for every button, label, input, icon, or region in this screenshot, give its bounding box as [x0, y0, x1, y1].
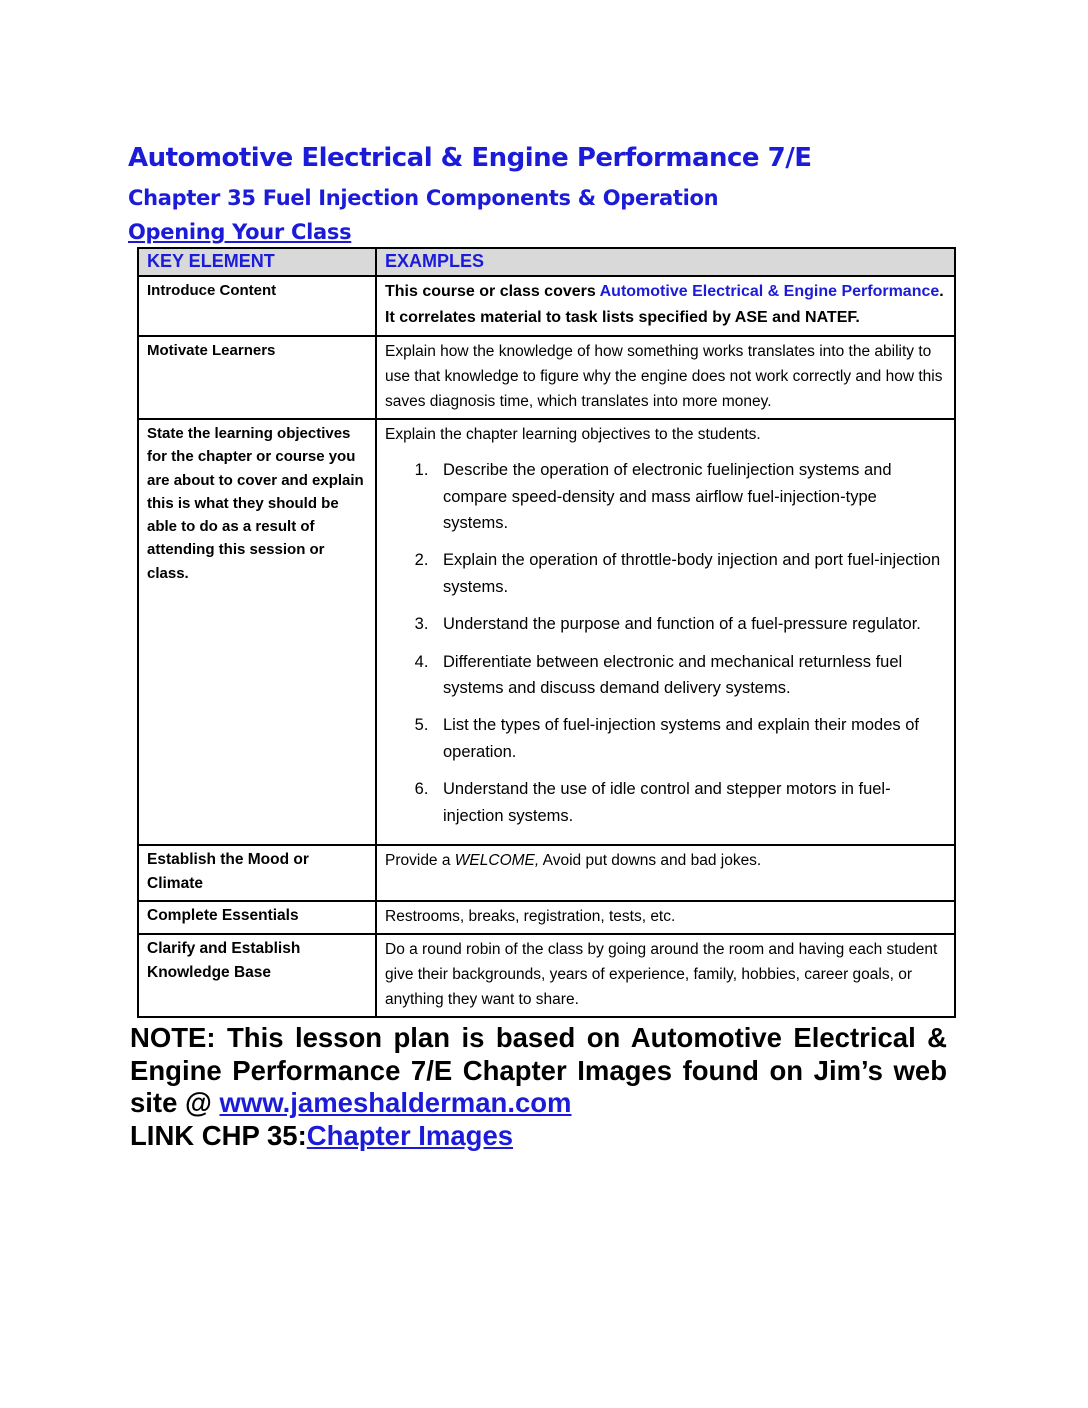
- example-introduce-content: [376, 276, 955, 336]
- objective-item-2: 2. Explain the operation of throttle-body injection and port fuel-injection systems.: [433, 547, 946, 600]
- table-header-row: [138, 248, 955, 276]
- example-learning-objectives: [376, 419, 955, 845]
- objective-item-5: 5. List the types of fuel-injection systems and explain their modes of operation.: [433, 712, 946, 765]
- note-paragraph: [130, 1022, 947, 1119]
- example-introduce-prefix: This course or class covers: [385, 283, 600, 300]
- example-mood-prefix: Provide a: [385, 851, 455, 869]
- chapter-link-line: [130, 1120, 947, 1152]
- table-row-motivate-learners: [138, 336, 955, 419]
- key-learning-objectives: State the learning objectives for the chapter or course you are about to cover and explain this is what they should be able to do as a result of attending this session or class.: [138, 419, 376, 845]
- objective-item-4: 4. Differentiate between electronic and mechanical returnless fuel systems and discuss demand delivery systems.: [433, 649, 946, 702]
- link-line-prefix: LINK CHP 35:: [130, 1119, 307, 1151]
- example-mood-welcome: WELCOME,: [454, 851, 540, 869]
- example-motivate-learners: Explain how the knowledge of how something works translates into the ability to use that knowledge to figure why the engine does not work correctly and how this saves diagnosis time, which translates into more money.: [376, 336, 955, 419]
- table-row-complete-essentials: [138, 901, 955, 934]
- key-motivate-learners: Motivate Learners: [138, 336, 376, 419]
- example-introduce-suffix: . It correlates material to task lists specified by ASE and NATEF.: [385, 283, 944, 326]
- table-header-key-element: KEY ELEMENT: [138, 248, 376, 276]
- lesson-plan-table: [137, 247, 956, 1018]
- chapter-heading: Chapter 35 Fuel Injection Components & Operation: [128, 186, 719, 210]
- chapter-images-link[interactable]: Chapter Images: [306, 1119, 514, 1151]
- objective-item-3: 3. Understand the purpose and function of a fuel-pressure regulator.: [433, 611, 946, 637]
- table-row-introduce-content: [138, 276, 955, 336]
- key-establish-mood: Establish the Mood or Climate: [138, 845, 376, 901]
- doc-title: Automotive Electrical & Engine Performance 7/E: [128, 143, 812, 173]
- section-heading-opening-your-class: Opening Your Class: [128, 220, 352, 244]
- key-introduce-content: Introduce Content: [138, 276, 376, 336]
- example-complete-essentials: Restrooms, breaks, registration, tests, etc.: [376, 901, 955, 934]
- objectives-list: [385, 457, 946, 829]
- example-introduce-highlight: Automotive Electrical & Engine Performance: [599, 283, 940, 300]
- table-row-learning-objectives: [138, 419, 955, 845]
- table-row-clarify-knowledge: [138, 934, 955, 1017]
- table-row-establish-mood: [138, 845, 955, 901]
- objective-item-6: 6. Understand the use of idle control and stepper motors in fuel-injection systems.: [433, 776, 946, 829]
- key-complete-essentials: Complete Essentials: [138, 901, 376, 934]
- objective-item-1: 1. Describe the operation of electronic fuelinjection systems and compare speed-density and mass airflow fuel-injection-type systems.: [433, 457, 946, 536]
- example-establish-mood: [376, 845, 955, 901]
- example-clarify-knowledge: Do a round robin of the class by going around the room and having each student give their backgrounds, years of experience, family, hobbies, career goals, or anything they want to share.: [376, 934, 955, 1017]
- note-text: NOTE: This lesson plan is based on Automotive Electrical & Engine Performance 7/E Chapter Images found on Jim’s web site @: [130, 1022, 947, 1119]
- objectives-intro: Explain the chapter learning objectives to the students.: [385, 426, 761, 444]
- website-link[interactable]: www.jameshalderman.com: [219, 1087, 572, 1119]
- key-clarify-knowledge: Clarify and Establish Knowledge Base: [138, 934, 376, 1017]
- example-mood-suffix: Avoid put downs and bad jokes.: [539, 851, 762, 869]
- table-header-examples: EXAMPLES: [376, 248, 955, 276]
- note-block: [130, 1022, 947, 1152]
